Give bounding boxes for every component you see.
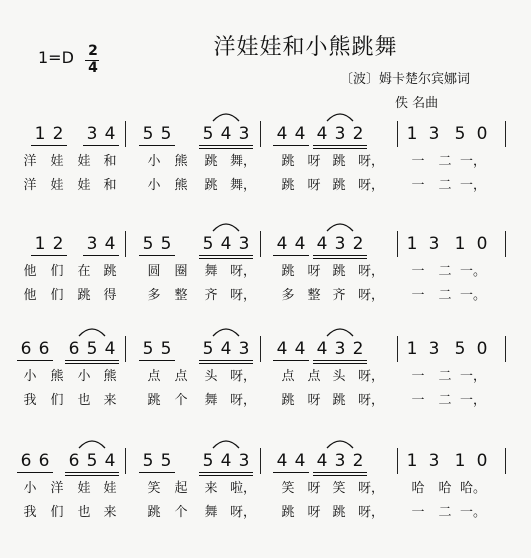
slur-arc <box>212 437 240 449</box>
lyric-char: 跳 <box>332 393 346 408</box>
underline-beam <box>199 255 253 256</box>
lyric-char: 呀， <box>230 264 257 279</box>
note-digit: 4 <box>220 124 232 144</box>
lyric-char: 一。 <box>460 288 487 303</box>
lyric-char: 个 <box>174 393 188 408</box>
note-digit: 4 <box>220 234 232 254</box>
note-digit: 4 <box>294 124 306 144</box>
lyric-char: 呀， <box>230 393 257 408</box>
underline-beam <box>65 475 119 476</box>
note-digit: 1 <box>34 124 46 144</box>
note-digit: 4 <box>276 451 288 471</box>
lyric-char: 跳 <box>147 505 161 520</box>
note-digit: 3 <box>334 234 346 254</box>
lyric-char: 二 <box>438 505 452 520</box>
lyric-char: 来 <box>103 393 117 408</box>
note-digit: 6 <box>38 451 50 471</box>
underline-beam <box>83 145 119 146</box>
underline-beam <box>139 255 175 256</box>
underline-beam <box>65 472 119 473</box>
lyric-char: 圈 <box>174 264 188 279</box>
lyric-char: 点 <box>147 369 161 384</box>
lyric-char: 呀， <box>230 505 257 520</box>
lyric-char: 呀， <box>358 505 385 520</box>
note-digit: 3 <box>334 451 346 471</box>
note-digit: 4 <box>294 234 306 254</box>
bar-line <box>505 121 506 147</box>
note-digit: 6 <box>68 451 80 471</box>
lyric-char: 洋 <box>23 178 37 193</box>
note-digit: 6 <box>20 451 32 471</box>
note-digit: 2 <box>352 234 364 254</box>
lyric-char: 二 <box>438 369 452 384</box>
note-digit: 4 <box>316 234 328 254</box>
underline-beam <box>31 145 67 146</box>
lyric-char: 点 <box>281 369 295 384</box>
lyric-char: 呀， <box>230 369 257 384</box>
note-digit: 5 <box>86 339 98 359</box>
note-digit: 5 <box>142 124 154 144</box>
time-signature-denominator: 4 <box>88 60 98 76</box>
underline-beam <box>199 258 253 259</box>
note-digit: 5 <box>160 234 172 254</box>
slur-arc <box>78 437 106 449</box>
bar-line <box>505 336 506 362</box>
lyric-char: 呀 <box>307 481 321 496</box>
lyric-char: 呀， <box>358 481 385 496</box>
note-digit: 2 <box>352 451 364 471</box>
lyric-char: 跳 <box>332 264 346 279</box>
underline-beam <box>139 360 175 361</box>
underline-beam <box>313 145 367 146</box>
underline-beam <box>313 258 367 259</box>
note-digit: 5 <box>160 124 172 144</box>
lyric-char: 也 <box>77 505 91 520</box>
note-digit: 3 <box>238 339 250 359</box>
lyric-char: 熊 <box>103 369 117 384</box>
lyric-char: 和 <box>103 154 117 169</box>
lyric-char: 齐 <box>204 288 218 303</box>
note-digit: 2 <box>352 124 364 144</box>
note-digit: 6 <box>68 339 80 359</box>
bar-line <box>125 231 126 257</box>
lyric-char: 舞 <box>204 264 218 279</box>
underline-beam <box>31 255 67 256</box>
note-digit: 3 <box>238 234 250 254</box>
lyric-char: 个 <box>174 505 188 520</box>
note-digit: 6 <box>38 339 50 359</box>
bar-line <box>397 336 398 362</box>
lyric-char: 二 <box>438 178 452 193</box>
note-digit: 3 <box>428 234 440 254</box>
lyric-char: 一 <box>411 154 425 169</box>
key-signature: 1=D <box>38 48 74 67</box>
lyric-char: 小 <box>147 178 161 193</box>
underline-beam <box>199 363 253 364</box>
lyric-char: 哈 <box>411 481 425 496</box>
note-digit: 4 <box>276 234 288 254</box>
lyric-char: 跳 <box>204 178 218 193</box>
bar-line <box>125 121 126 147</box>
lyric-char: 呀 <box>307 154 321 169</box>
lyric-char: 娃 <box>77 154 91 169</box>
lyric-char: 呀 <box>307 264 321 279</box>
lyric-char: 二 <box>438 264 452 279</box>
note-digit: 5 <box>202 451 214 471</box>
bar-line <box>397 231 398 257</box>
note-digit: 5 <box>202 339 214 359</box>
note-digit: 0 <box>476 451 488 471</box>
time-signature-numerator: 2 <box>88 43 98 59</box>
lyric-char: 呀， <box>358 154 385 169</box>
lyric-char: 啦， <box>230 481 257 496</box>
lyric-char: 整 <box>174 288 188 303</box>
note-digit: 5 <box>86 451 98 471</box>
lyric-char: 一， <box>460 178 487 193</box>
lyric-char: 跳 <box>281 154 295 169</box>
lyric-char: 小 <box>23 369 37 384</box>
lyric-char: 一。 <box>460 264 487 279</box>
lyric-char: 娃 <box>77 481 91 496</box>
lyric-char: 一 <box>411 505 425 520</box>
note-digit: 5 <box>142 451 154 471</box>
lyric-char: 跳 <box>77 288 91 303</box>
lyric-char: 在 <box>77 264 91 279</box>
lyric-char: 娃 <box>103 481 117 496</box>
lyric-char: 跳 <box>281 505 295 520</box>
lyric-char: 跳 <box>147 393 161 408</box>
note-digit: 4 <box>220 451 232 471</box>
underline-beam <box>199 475 253 476</box>
lyric-char: 跳 <box>103 264 117 279</box>
lyric-char: 他 <box>23 288 37 303</box>
lyric-char: 们 <box>50 288 64 303</box>
underline-beam <box>273 145 309 146</box>
underline-beam <box>139 472 175 473</box>
lyric-char: 笑 <box>147 481 161 496</box>
lyric-char: 娃 <box>50 178 64 193</box>
underline-beam <box>199 360 253 361</box>
note-digit: 1 <box>406 451 418 471</box>
lyric-char: 点 <box>307 369 321 384</box>
bar-line <box>397 121 398 147</box>
note-digit: 1 <box>406 234 418 254</box>
note-digit: 1 <box>454 234 466 254</box>
lyric-char: 小 <box>147 154 161 169</box>
lyric-char: 他 <box>23 264 37 279</box>
underline-beam <box>65 360 119 361</box>
note-digit: 4 <box>104 234 116 254</box>
lyric-char: 跳 <box>281 178 295 193</box>
note-digit: 5 <box>454 339 466 359</box>
bar-line <box>260 448 261 474</box>
lyric-char: 娃 <box>77 178 91 193</box>
lyric-char: 舞 <box>204 393 218 408</box>
lyric-char: 一， <box>460 154 487 169</box>
note-digit: 4 <box>316 451 328 471</box>
lyric-char: 跳 <box>332 154 346 169</box>
note-digit: 5 <box>202 124 214 144</box>
lyric-char: 来 <box>204 481 218 496</box>
underline-beam <box>83 255 119 256</box>
slur-arc <box>212 220 240 232</box>
song-title: 洋娃娃和小熊跳舞 <box>213 35 398 60</box>
lyricist-credit: 〔波〕姆卡楚尔宾娜词 <box>340 72 471 87</box>
lyric-char: 呀， <box>358 178 385 193</box>
bar-line <box>397 448 398 474</box>
lyric-char: 多 <box>281 288 295 303</box>
lyric-char: 舞， <box>230 178 257 193</box>
underline-beam <box>273 360 309 361</box>
underline-beam <box>139 145 175 146</box>
note-digit: 3 <box>334 339 346 359</box>
note-digit: 3 <box>86 234 98 254</box>
lyric-char: 呀， <box>358 393 385 408</box>
lyric-char: 和 <box>103 178 117 193</box>
lyric-char: 跳 <box>204 154 218 169</box>
bar-line <box>260 336 261 362</box>
lyric-char: 笑 <box>332 481 346 496</box>
lyric-char: 熊 <box>174 178 188 193</box>
slur-arc <box>212 325 240 337</box>
lyric-char: 小 <box>23 481 37 496</box>
lyric-char: 一 <box>411 369 425 384</box>
note-digit: 0 <box>476 339 488 359</box>
note-digit: 5 <box>202 234 214 254</box>
lyric-char: 齐 <box>332 288 346 303</box>
note-digit: 3 <box>428 451 440 471</box>
lyric-char: 呀 <box>307 393 321 408</box>
lyric-char: 我 <box>23 393 37 408</box>
underline-beam <box>313 255 367 256</box>
underline-beam <box>313 472 367 473</box>
lyric-char: 跳 <box>281 393 295 408</box>
underline-beam <box>199 472 253 473</box>
underline-beam <box>273 472 309 473</box>
note-digit: 4 <box>316 124 328 144</box>
lyric-char: 二 <box>438 288 452 303</box>
lyric-char: 洋 <box>50 481 64 496</box>
underline-beam <box>199 145 253 146</box>
underline-beam <box>65 363 119 364</box>
note-digit: 4 <box>104 124 116 144</box>
lyric-char: 哈。 <box>460 481 487 496</box>
note-digit: 1 <box>454 451 466 471</box>
note-digit: 5 <box>142 339 154 359</box>
slur-arc <box>326 437 354 449</box>
lyric-char: 二 <box>438 154 452 169</box>
lyric-char: 得 <box>103 288 117 303</box>
slur-arc <box>326 325 354 337</box>
composer-credit: 佚 名曲 <box>395 96 439 111</box>
note-digit: 4 <box>276 124 288 144</box>
underline-beam <box>199 148 253 149</box>
note-digit: 5 <box>160 451 172 471</box>
lyric-char: 跳 <box>332 505 346 520</box>
underline-beam <box>17 472 53 473</box>
note-digit: 2 <box>52 234 64 254</box>
underline-beam <box>313 148 367 149</box>
note-digit: 3 <box>428 124 440 144</box>
note-digit: 3 <box>238 451 250 471</box>
lyric-char: 呀， <box>358 288 385 303</box>
slur-arc <box>78 325 106 337</box>
bar-line <box>260 231 261 257</box>
note-digit: 4 <box>294 339 306 359</box>
note-digit: 4 <box>220 339 232 359</box>
note-digit: 5 <box>454 124 466 144</box>
lyric-char: 跳 <box>281 264 295 279</box>
lyric-char: 来 <box>103 505 117 520</box>
note-digit: 4 <box>104 339 116 359</box>
lyric-char: 起 <box>174 481 188 496</box>
note-digit: 0 <box>476 124 488 144</box>
lyric-char: 笑 <box>281 481 295 496</box>
note-digit: 3 <box>334 124 346 144</box>
slur-arc <box>326 110 354 122</box>
note-digit: 1 <box>406 339 418 359</box>
note-digit: 3 <box>86 124 98 144</box>
lyric-char: 呀， <box>358 264 385 279</box>
note-digit: 4 <box>104 451 116 471</box>
lyric-char: 洋 <box>23 154 37 169</box>
lyric-char: 点 <box>174 369 188 384</box>
lyric-char: 熊 <box>174 154 188 169</box>
bar-line <box>260 121 261 147</box>
underline-beam <box>313 360 367 361</box>
bar-line <box>505 448 506 474</box>
lyric-char: 跳 <box>332 178 346 193</box>
slur-arc <box>326 220 354 232</box>
lyric-char: 呀 <box>307 505 321 520</box>
lyric-char: 呀， <box>230 288 257 303</box>
lyric-char: 头 <box>204 369 218 384</box>
lyric-char: 二 <box>438 393 452 408</box>
lyric-char: 们 <box>50 505 64 520</box>
note-digit: 4 <box>276 339 288 359</box>
lyric-char: 舞， <box>230 154 257 169</box>
lyric-char: 舞 <box>204 505 218 520</box>
note-digit: 3 <box>238 124 250 144</box>
note-digit: 5 <box>142 234 154 254</box>
slur-arc <box>212 110 240 122</box>
note-digit: 6 <box>20 339 32 359</box>
lyric-char: 一 <box>411 264 425 279</box>
bar-line <box>125 448 126 474</box>
note-digit: 2 <box>52 124 64 144</box>
lyric-char: 一 <box>411 288 425 303</box>
lyric-char: 娃 <box>50 154 64 169</box>
underline-beam <box>273 255 309 256</box>
note-digit: 4 <box>294 451 306 471</box>
lyric-char: 一 <box>411 393 425 408</box>
note-digit: 1 <box>406 124 418 144</box>
lyric-char: 多 <box>147 288 161 303</box>
lyric-char: 我 <box>23 505 37 520</box>
note-digit: 1 <box>34 234 46 254</box>
lyric-char: 头 <box>332 369 346 384</box>
note-digit: 2 <box>352 339 364 359</box>
underline-beam <box>313 475 367 476</box>
lyric-char: 一。 <box>460 505 487 520</box>
lyric-char: 一 <box>411 178 425 193</box>
note-digit: 4 <box>316 339 328 359</box>
underline-beam <box>17 360 53 361</box>
lyric-char: 呀， <box>358 369 385 384</box>
lyric-char: 小 <box>77 369 91 384</box>
note-digit: 0 <box>476 234 488 254</box>
bar-line <box>125 336 126 362</box>
note-digit: 5 <box>160 339 172 359</box>
lyric-char: 熊 <box>50 369 64 384</box>
lyric-char: 一， <box>460 393 487 408</box>
lyric-char: 也 <box>77 393 91 408</box>
bar-line <box>505 231 506 257</box>
lyric-char: 哈 <box>438 481 452 496</box>
underline-beam <box>313 363 367 364</box>
lyric-char: 圆 <box>147 264 161 279</box>
lyric-char: 一， <box>460 369 487 384</box>
lyric-char: 们 <box>50 393 64 408</box>
note-digit: 3 <box>428 339 440 359</box>
lyric-char: 整 <box>307 288 321 303</box>
lyric-char: 们 <box>50 264 64 279</box>
lyric-char: 呀 <box>307 178 321 193</box>
